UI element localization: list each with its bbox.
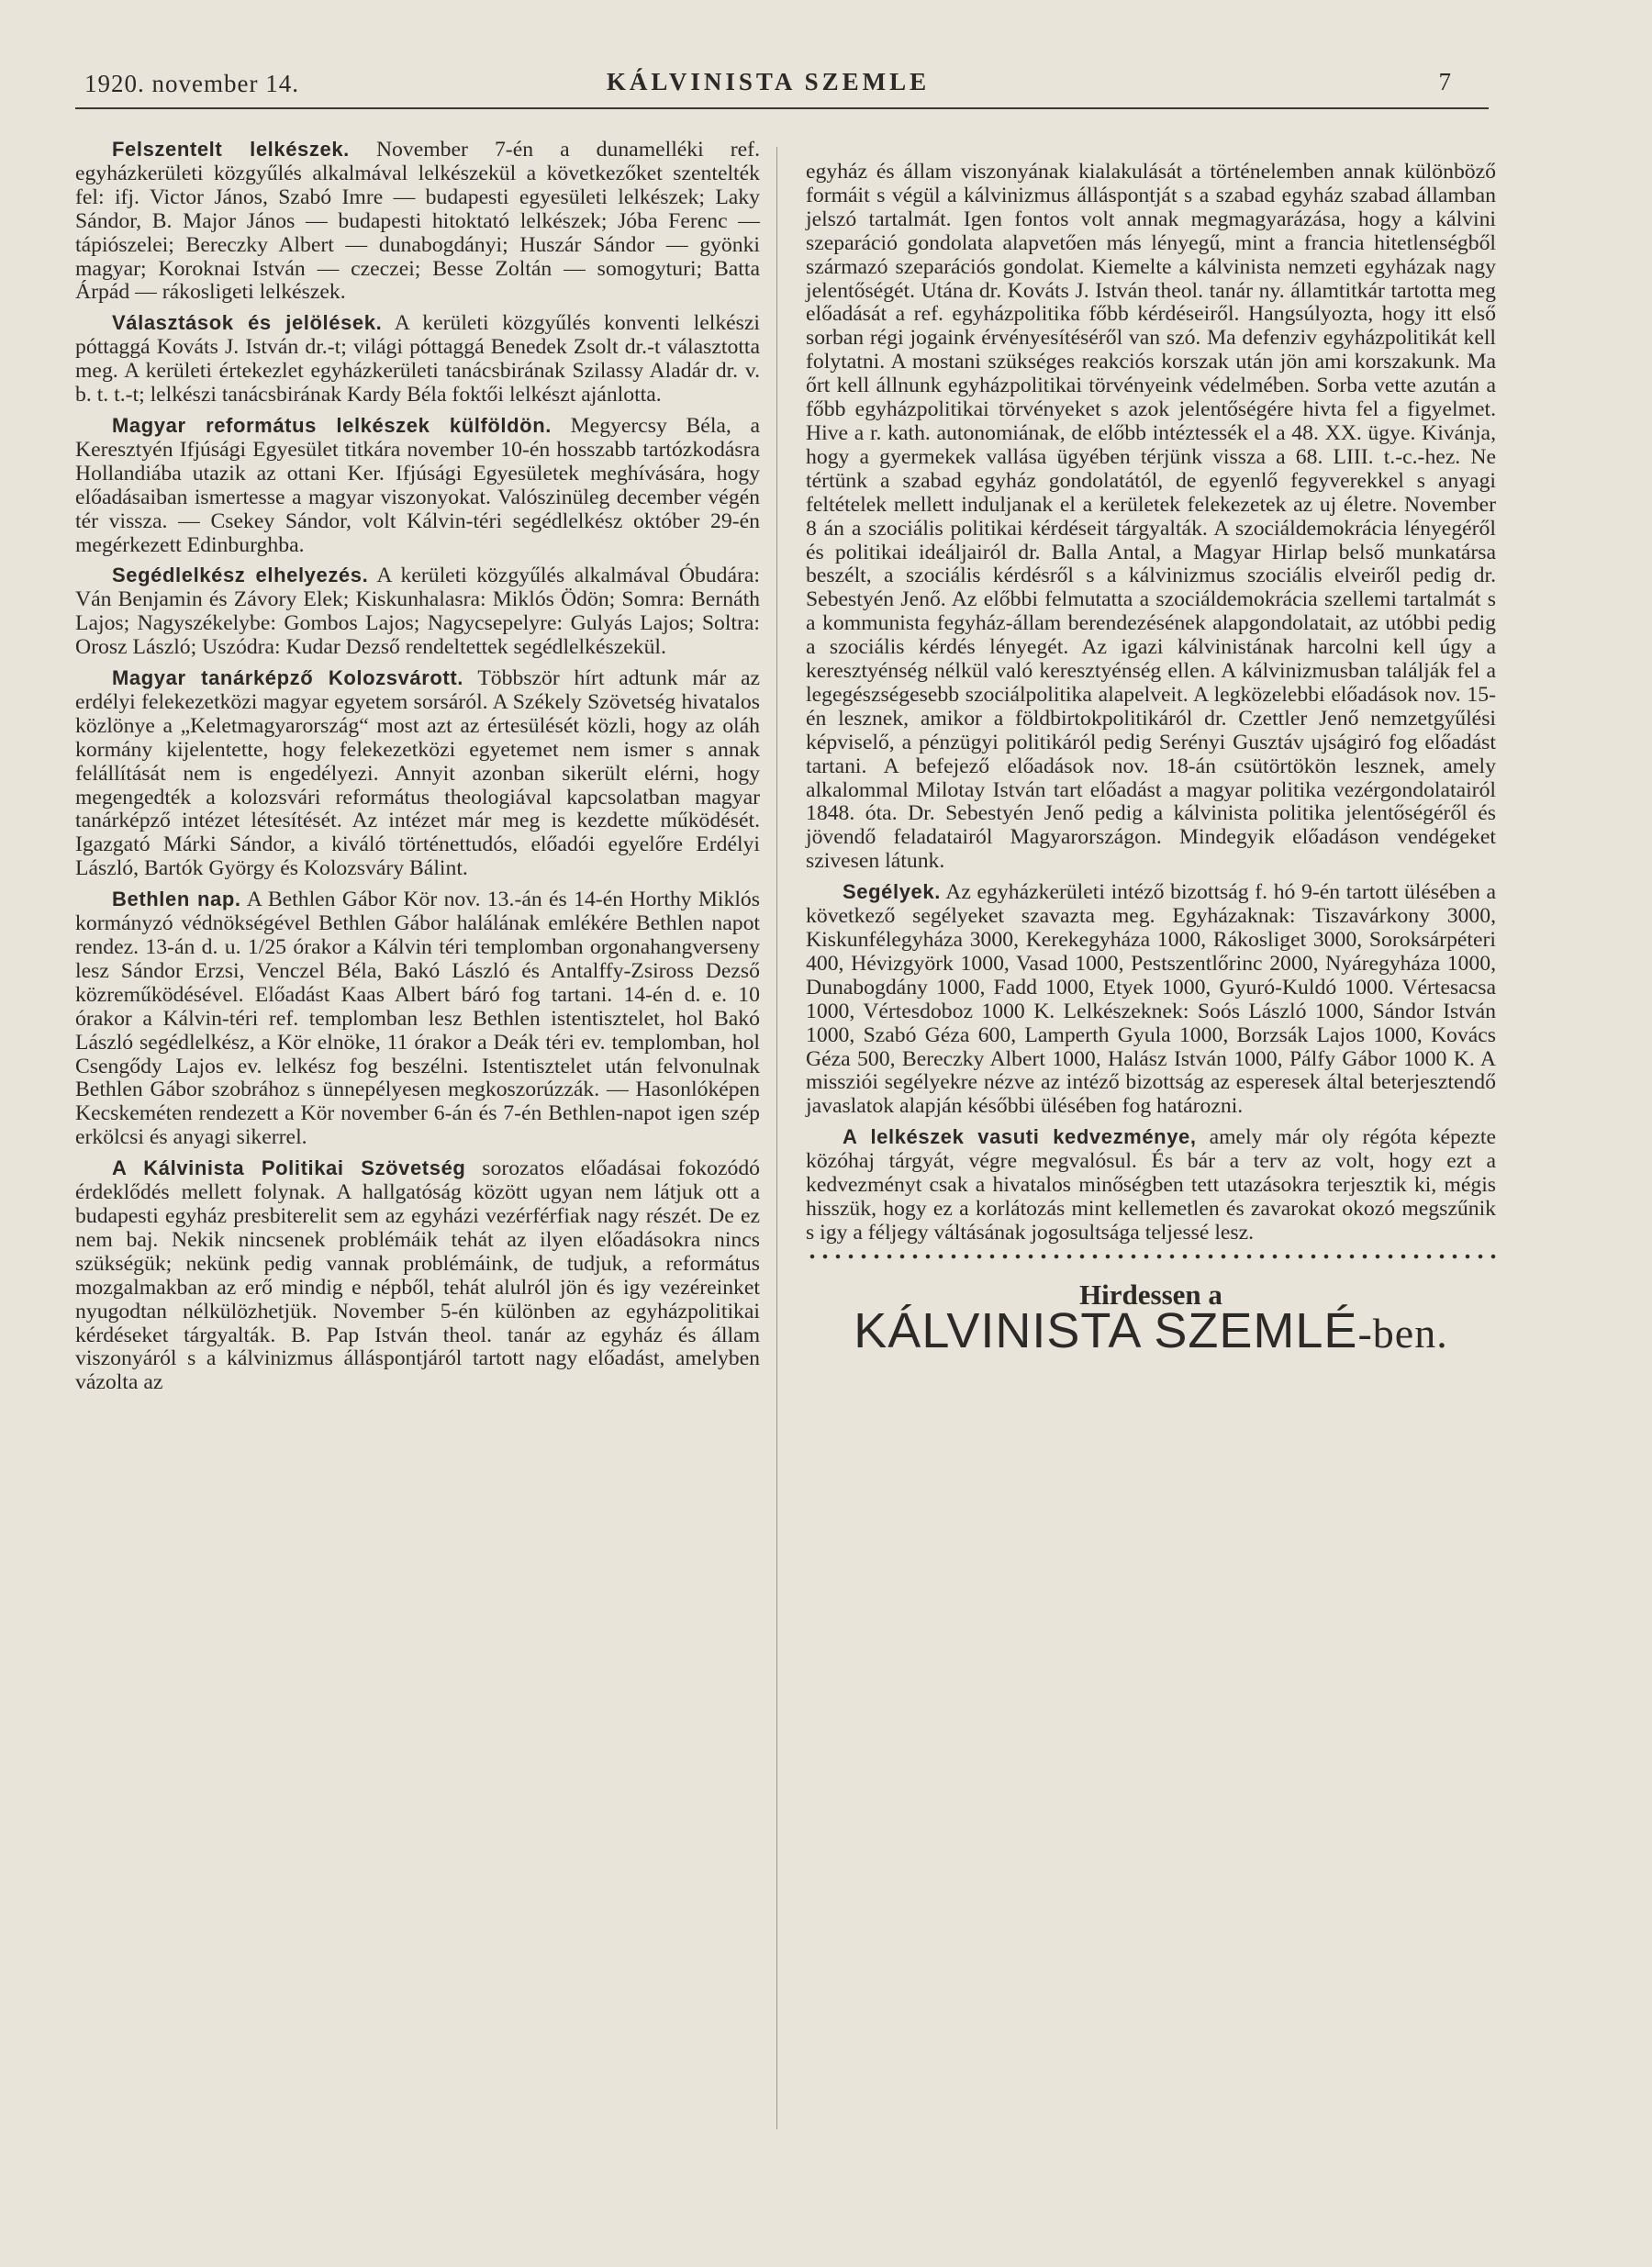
article-body: A Bethlen Gábor Kör nov. 13.-án és 14-én Horthy Miklós kormányzó védnökségével Bethlen Gábor halálának emlékére Bethlen napot rendez. 13-án d. u. 1/25 órakor a Kálvin téri templomban orgonahangverseny lesz Sándor Erzsi, Venczel Béla, Bakó László és Antalffy-Zsiross Dezső közreműködésével. Előadást Kaas Albert báró fog tartani. 14-én d. e. 10 órakor a Kálvin-téri ref. templomban lesz Bethlen istentisztelet, hol Bakó László segédlelkész, a Kör elnöke, 11 órakor a Deák téri ev. templomban, hol Csengődy Lajos ev. lelkész fog beszélni. Istentisztelet után felvonulnak Bethlen Gábor szobrához s ünnepélyesen megkoszorúzzák. — Hasonlóképen Kecskeméten rendezett a Kör november 6-án és 7-én Bethlen-napot igen szép erkölcsi és anyagi sikerrel. [75, 888, 760, 1150]
article-heading: Magyar református lelkészek külföldön. [112, 413, 552, 437]
dotted-separator [806, 1252, 1496, 1261]
advertisement-brand: KÁLVINISTA SZEMLÉ [854, 1302, 1358, 1358]
article-heading: A Kálvinista Politikai Szövetség [112, 1156, 466, 1180]
article-body: amely már oly régóta képezte közóhaj tárgyát, végre megvalósul. És bár a terv az volt, hogy ezt a kedvezményt csak a hivatalos minőségben tett utazásokra terjesztik ki, mégis hisszük, hogy ez a korlátozás mint kellemetlen és zavarokat okozó megszűnik s igy a féljegy váltásának jogosultsága teljessé lesz. [806, 1125, 1496, 1245]
article-elections [75, 311, 760, 408]
article-body: Többször hírt adtunk már az erdélyi felekezetközi magyar egyetem sorsáról. A Székely Szövetség hivatalos közlönye a „Keletmagyarország“ most azt az értesülését közli, hogy az oláh kormány kijelentette, hogy felekezetközi egyetemet nem ismer s annak felállítását nem is engedélyezi. Annyit azonban sikerült elérni, hogy megengedték a kolozsvári református theologiával kapcsolatban magyar tanárképző intézet létesítését. Az intézet már meg is kezdette működését. Igazgató Márki Sándor, a kiváló történettudós, előadói egyelőre Erdélyi László, Bartók György és Kolozsváry Bálint. [75, 666, 760, 881]
column-divider [776, 147, 777, 2129]
article-heading: A lelkészek vasuti kedvezménye, [843, 1125, 1197, 1149]
article-pastors-abroad [75, 414, 760, 557]
left-column [75, 138, 760, 1402]
article-teacher-training [75, 666, 760, 881]
article-aid [806, 880, 1496, 1119]
article-railway-discount [806, 1125, 1496, 1245]
article-body: egyház és állam viszonyának kialakulását a történelemben annak különböző formáit s végül a kálvinizmus álláspontját s a szabad egyház szabad államban jelszó tartalmát. Igen fontos volt annak megmagyarázása, hogy a kálvini szeparáció gondolata alapvetően más lényegű, mint a francia hitetlenségből származó szeparációs gondolat. Kiemelte a kálvinista nemzeti egyházak nagy jelentőségét. Utána dr. Kováts J. István theol. tanár ny. államtitkár tartotta meg előadását a ref. egyházpolitika főbb kérdéseiről. Hangsúlyozta, hogy itt első sorban régi jogaink érvényesítéséről van szó. Ma defenziv egyházpolitikát kell folytatni. A mostani szükséges reakciós korszak után jön ami korszakunk. Ma őrt kell állnunk egyházpolitikai törvényeink védelmében. Sorba vette azután a főbb egyházpolitikai törvényeket s azok jelentőségére hivta fel a figyelmet. Hive a r. kath. autonomiának, de előbb intéztessék el a 48. XX. ügye. Kivánja, hogy a gyermekek vallása ügyében térjünk vissza a 68. LIII. t.-c.-hez. Ne tértünk a szabad egyház gondolatától, de egyenlő fegyverekkel s anyagi feltételek mellett induljanak el a kerületek felekezetek az uj életre. November 8 án a szociális politikai kérdéseit tárgyalták. A szociáldemokrácia lényegéről és politikai ideáljairól dr. Balla Antal, a Magyar Hirlap belső munkatársa beszélt, a szociális kérdésről s a kálvinizmus szociális elveiről pedig dr. Sebestyén Jenő. Az előbbi felmutatta a szociáldemokrácia szellemi tartalmát s a kommunista fegyház-állam berendezésének alapgondolatait, az utóbbi pedig a szociális kérdés lényegét. Az igazi kálvinistának harcolni kell úgy a keresztyénség nélkül való keresztyénség ellen. A kálvinizmusban találják fel a legegészségesebb szociálpolitika alapelveit. A legközelebbi előadások nov. 15-én lesznek, amikor a földbirtokpolitikáról dr. Czettler Jenő nemzetgyűlési képviselő, a pénzügyi politikáról pedig Serényi Gusztáv ujságiró fog előadást tartani. A befejező előadások nov. 18-án csütörtökön lesznek, amely alkalommal Milotay István tart előadást a magyar politika vezérgondolatairól 1848. óta. Dr. Sebestyén Jenő pedig a kálvinista politika jelentőségéről és jövendő feladatairól Magyarországon. Mindegyik előadáson vendégeket szivesen látunk. [806, 160, 1496, 874]
article-body: Az egyházkerületi intéző bizottság f. hó 9-én tartott ülésében a következő segélyeket szavazta meg. Egyházaknak: Tiszavárkony 3000, Kiskunfélegyháza 3000, Kerekegyháza 1000, Rákosliget 3000, Soroksárpéteri 400, Hévizgyörk 1000, Vasad 1000, Pestszentlőrinc 2000, Nyáregyháza 1000, Dunabogdány 1000, Fadd 1000, Etyek 1000, Gyuró-Kuldó 1000. Vértesacsa 1000, Vértesdoboz 1000 K. Lelkészeknek: Soós László 1000, Sándor István 1000, Szabó Géza 600, Lamperth Gyula 1000, Borzsák Lajos 1000, Kovács Géza 500, Bereczky Albert 1000, Halász István 1000, Pálfy Gábor 1000 K. A missziói segélyekre nézve az intéző bizottság az esperesek által beterjesztendő javaslatok alapján későbbi ülésében fog határozni. [806, 880, 1496, 1119]
article-body: A kerületi közgyűlés alkalmával Óbudára: Ván Benjamin és Závory Elek; Kiskunhalasra: Miklós Ödön; Somra: Bernáth Lajos; Nagyszékelybe: Gombos Lajos; Nagycsepelyre: Gulyás Lajos; Soltra: Orosz László; Uszódra: Kudar Dezső rendeltettek segédlelkészekül. [75, 564, 760, 660]
article-political-alliance [75, 1156, 760, 1395]
issue-date: 1920. november 14. [84, 70, 299, 97]
article-heading: Felszentelt lelkészek. [112, 138, 350, 161]
header-rule [75, 107, 1489, 109]
article-assistant-placement [75, 564, 760, 660]
masthead-title: KÁLVINISTA SZEMLE [606, 68, 931, 95]
article-bethlen-day [75, 888, 760, 1150]
article-heading: Magyar tanárképző Kolozsvárott. [112, 666, 463, 690]
article-body: A kerületi közgyűlés konventi lelkészi póttaggá Kováts J. István dr.-t; világi póttaggá Benedek Zsolt dr.-t választotta meg. A kerületi értekezlet egyházkerületi tanácsbirának Szilassy Aladár dr. v. b. t. t.-t; lelkészi tanácsbirának Kardy Béla foktői lelkészt ajánlotta. [75, 311, 760, 408]
article-body: Megyercsy Béla, a Keresztyén Ifjúsági Egyesület titkára november 10-én hosszabb tartózkodásra Hollandiába utazik az ottani Ker. Ifjúsági Egyesületek meghívására, hogy előadásaiban ismertesse a magyar viszonyokat. Valószinüleg december végén tér vissza. — Csekey Sándor, volt Kálvin-téri segédlelkész október 29-én megérkezett Edinburghba. [75, 413, 760, 557]
article-ordinations [75, 138, 760, 305]
article-heading: Segélyek. [843, 880, 941, 904]
article-body: sorozatos előadásai fokozódó érdeklődés mellett folynak. A hallgatóság között ugyan nem látjuk ott a budapesti egyház presbiterelit sem az egyházi vezérférfiak nagy részét. De ez nem baj. Nekik nincsenek problémáik tehát az ilyen előadásokra nincs szükségük; nekünk pedig vannak problémáink, de tudjuk, a református mozgalmakban az erő mindig e népből, tehát alulról jön és igy vezéreinket nyugodtan nélkülözhetjük. November 5-én különben az egyházpolitikai kérdéseket tárgyalták. B. Pap István theol. tanár az egyház és állam viszonyáról s a kálvinizmus álláspontjáról tartott nagy előadást, amelyben vázolta az [75, 1156, 761, 1395]
page-header [84, 64, 1452, 105]
advertisement-line1: Hirdessen a [1079, 1278, 1222, 1311]
advertisement-line2 [806, 1302, 1496, 1358]
right-column [806, 160, 1496, 1358]
article-continuation [806, 161, 1496, 874]
advertisement-suffix: -ben. [1357, 1309, 1448, 1357]
article-heading: Segédlelkész elhelyezés. [112, 564, 369, 587]
article-heading: Bethlen nap. [112, 888, 241, 911]
page-number: 7 [1438, 68, 1452, 95]
article-heading: Választások és jelölések. [112, 311, 383, 335]
article-body: November 7-én a dunamelléki ref. egyházkerületi közgyűlés alkalmával lelkészekül a következőket szentelték fel: ifj. Victor János, Szabó Imre — budapesti egyesületi lelkészek; Laky Sándor, B. Major János — budapesti hitoktató lelkészek; Jóba Ferenc — tápiószelei; Bereczky Albert — dunabogdányi; Huszár Sándor — gyönki magyar; Koroknai István — czeczei; Besse Zoltán — somogyturi; Batta Árpád — rákosligeti lelkészek. [75, 138, 760, 305]
